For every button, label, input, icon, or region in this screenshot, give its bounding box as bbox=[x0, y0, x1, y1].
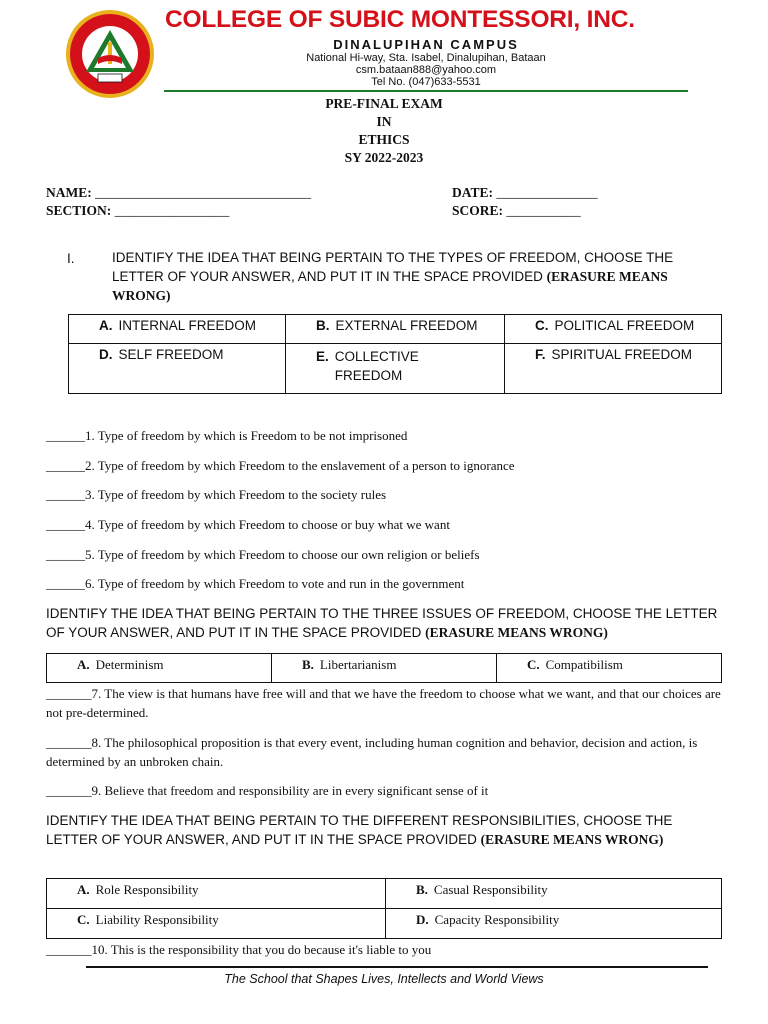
exam-title: PRE-FINAL EXAM bbox=[325, 96, 443, 111]
choice-b: B. EXTERNAL FREEDOM bbox=[316, 318, 478, 333]
section-1-instruction bbox=[112, 248, 724, 305]
responsibility-choice-b: B. Casual Responsibility bbox=[416, 882, 548, 897]
section-3-instruction-text: IDENTIFY THE IDEA THAT BEING PERTAIN TO THE DIFFERENT RESPONSIBILITIES, CHOOSE THE LETTER OF YOUR ANSWER, AND PUT IT IN THE SPACE PROVIDED bbox=[46, 813, 673, 847]
question-4[interactable]: ______4. Type of freedom by which Freedom to choose or buy what we want bbox=[46, 517, 450, 532]
choice-c: C. POLITICAL FREEDOM bbox=[535, 318, 695, 333]
section-blank: _________________ bbox=[114, 203, 230, 218]
section-1-instruction-text: IDENTIFY THE IDEA THAT BEING PERTAIN TO THE TYPES OF FREEDOM, CHOOSE THE LETTER OF YOUR ANSWER, AND PUT IT IN THE SPACE PROVIDED bbox=[112, 250, 674, 284]
date-field[interactable] bbox=[452, 185, 598, 201]
question-10[interactable]: _______10. This is the responsibility that you do because it's liable to you bbox=[46, 942, 432, 957]
section-1-erasure-note: (ERASURE MEANS WRONG) bbox=[112, 269, 668, 303]
freedom-choices-table bbox=[68, 314, 722, 394]
header-divider bbox=[164, 90, 688, 92]
issues-choices-table bbox=[46, 653, 722, 683]
question-1[interactable]: ______1. Type of freedom by which is Freedom to be not imprisoned bbox=[46, 428, 408, 443]
responsibility-choice-d: D. Capacity Responsibility bbox=[416, 912, 560, 927]
question-3[interactable]: ______3. Type of freedom by which Freedom to the society rules bbox=[46, 487, 387, 502]
campus-name: DINALUPIHAN CAMPUS bbox=[333, 37, 519, 52]
college-name: COLLEGE OF SUBIC MONTESSORI, INC. bbox=[165, 6, 635, 33]
section-2-instruction bbox=[46, 604, 726, 642]
choice-a: A. INTERNAL FREEDOM bbox=[99, 318, 257, 333]
section-label: SECTION: bbox=[46, 203, 112, 218]
question-9[interactable]: _______9. Believe that freedom and responsibility are in every significant sense of it bbox=[46, 783, 489, 798]
responsibility-choice-a: A. Role Responsibility bbox=[77, 882, 199, 897]
section-1-numeral: I. bbox=[67, 251, 75, 266]
name-label: NAME: bbox=[46, 185, 92, 200]
question-2[interactable]: ______2. Type of freedom by which Freedom to the enslavement of a person to ignorance bbox=[46, 458, 515, 473]
score-label: SCORE: bbox=[452, 203, 504, 218]
issue-choice-c: C. Compatibilism bbox=[527, 657, 623, 672]
score-field[interactable] bbox=[452, 203, 581, 219]
school-year: SY 2022-2023 bbox=[344, 150, 424, 165]
responsibility-choices-table bbox=[46, 878, 722, 939]
question-6[interactable]: ______6. Type of freedom by which Freedom to vote and run in the government bbox=[46, 576, 465, 591]
issue-choice-b: B. Libertarianism bbox=[302, 657, 397, 672]
section-3-instruction bbox=[46, 811, 726, 849]
responsibility-choice-c: C. Liability Responsibility bbox=[77, 912, 219, 927]
score-blank: ___________ bbox=[506, 203, 581, 218]
footer-divider bbox=[86, 966, 708, 968]
issue-choice-a: A. Determinism bbox=[77, 657, 164, 672]
choice-f: F. SPIRITUAL FREEDOM bbox=[535, 347, 693, 362]
question-5[interactable]: ______5. Type of freedom by which Freedom to choose our own religion or beliefs bbox=[46, 547, 480, 562]
question-8[interactable]: _______8. The philosophical proposition is that every event, including human cognition and behavior, decision and action, is determined by an unbroken chain. bbox=[46, 735, 698, 769]
date-blank: _______________ bbox=[496, 185, 598, 200]
date-label: DATE: bbox=[452, 185, 494, 200]
campus-address: National Hi-way, Sta. Isabel, Dinalupihan, Bataan bbox=[306, 52, 546, 64]
campus-email: csm.bataan888@yahoo.com bbox=[355, 64, 497, 76]
campus-telephone: Tel No. (047)633-5531 bbox=[371, 76, 481, 88]
college-seal-logo bbox=[64, 8, 156, 100]
exam-title-in: IN bbox=[376, 114, 392, 129]
section-2-erasure-note: (ERASURE MEANS WRONG) bbox=[425, 625, 608, 640]
section-2-instruction-text: IDENTIFY THE IDEA THAT BEING PERTAIN TO THE THREE ISSUES OF FREEDOM, CHOOSE THE LETTER OF YOUR ANSWER, AND PUT IT IN THE SPACE PROVIDED bbox=[46, 606, 718, 640]
exam-subject: ETHICS bbox=[358, 132, 410, 147]
name-blank: ________________________________ bbox=[95, 185, 312, 200]
choice-d: D. SELF FREEDOM bbox=[99, 347, 224, 362]
name-field[interactable] bbox=[46, 185, 311, 201]
question-7[interactable]: _______7. The view is that humans have free will and that we have the freedom to choose what we want, and that our choices are not pre-determined. bbox=[46, 686, 721, 720]
choice-e: E. COLLECTIVE FREEDOM bbox=[316, 349, 419, 383]
school-motto: The School that Shapes Lives, Intellects and World Views bbox=[224, 972, 544, 986]
section-field[interactable] bbox=[46, 203, 229, 219]
section-3-erasure-note: (ERASURE MEANS WRONG) bbox=[480, 832, 664, 847]
